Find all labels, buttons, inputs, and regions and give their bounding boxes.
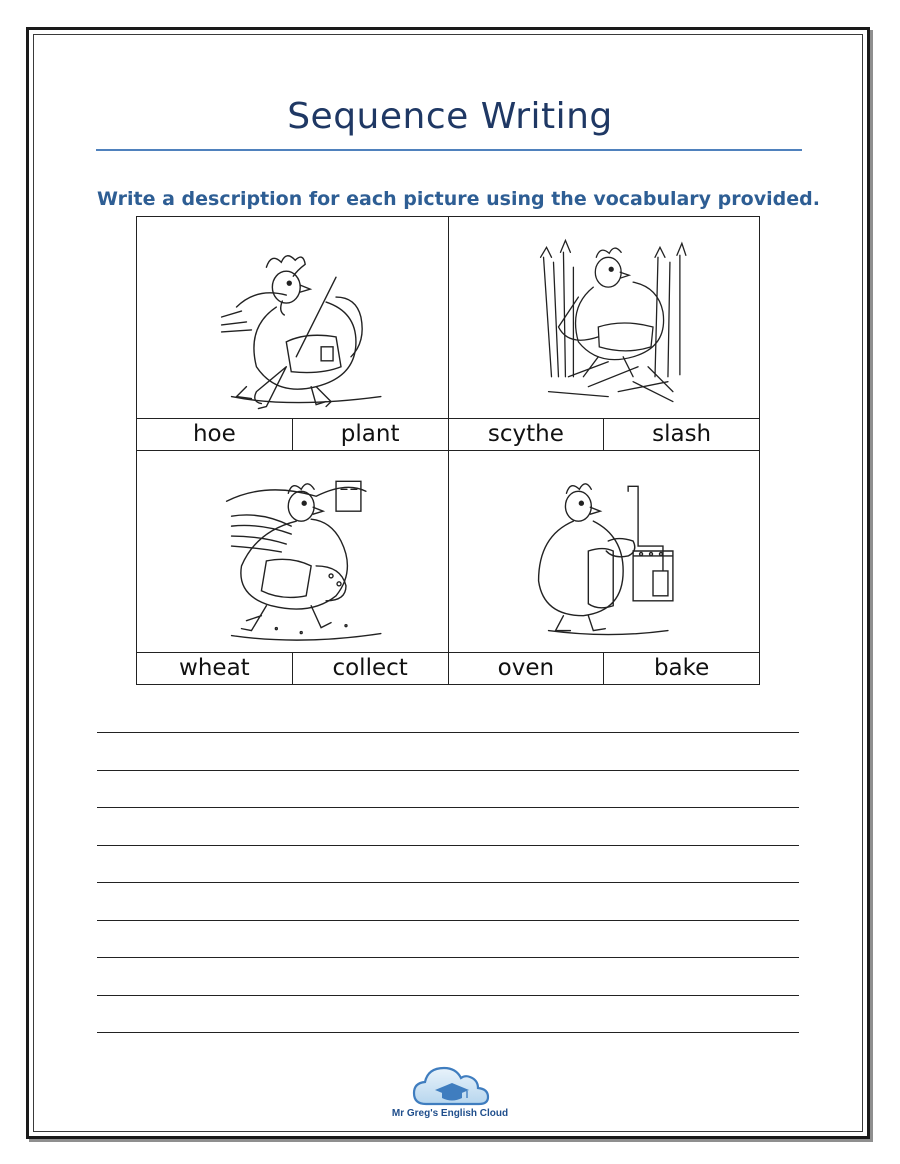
writing-line[interactable] <box>97 920 799 921</box>
vocab-word-wheat: wheat <box>137 653 293 685</box>
brand-name: Mr Greg's English Cloud <box>391 1108 509 1119</box>
panel-hoe-picture <box>137 217 449 419</box>
worksheet-title: Sequence Writing <box>287 96 613 137</box>
vocab-word-bake: bake <box>604 653 760 685</box>
vocab-word-hoe: hoe <box>137 419 293 451</box>
writing-line[interactable] <box>97 807 799 808</box>
writing-lines <box>97 732 799 1070</box>
hen-hoeing-icon <box>137 217 448 418</box>
panel-scythe-picture <box>448 217 760 419</box>
writing-line[interactable] <box>97 882 799 883</box>
writing-line[interactable] <box>97 732 799 733</box>
cloud-graduation-cap-icon <box>386 1060 516 1130</box>
vocab-word-plant: plant <box>292 419 448 451</box>
writing-line[interactable] <box>97 957 799 958</box>
hen-scything-wheat-icon <box>449 217 760 418</box>
hen-baking-bread-icon <box>449 451 760 652</box>
vocab-word-collect: collect <box>292 653 448 685</box>
vocab-word-oven: oven <box>448 653 604 685</box>
panel-wheat-picture <box>137 451 449 653</box>
writing-line[interactable] <box>97 770 799 771</box>
vocab-word-scythe: scythe <box>448 419 604 451</box>
picture-vocabulary-grid <box>136 216 760 685</box>
hen-carrying-wheat-icon <box>137 451 448 652</box>
writing-line[interactable] <box>97 845 799 846</box>
panel-oven-picture <box>448 451 760 653</box>
instruction-text: Write a description for each picture using the vocabulary provided. <box>97 188 820 210</box>
writing-line[interactable] <box>97 995 799 996</box>
vocab-word-slash: slash <box>604 419 760 451</box>
writing-line[interactable] <box>97 1032 799 1033</box>
title-underline <box>96 149 802 151</box>
